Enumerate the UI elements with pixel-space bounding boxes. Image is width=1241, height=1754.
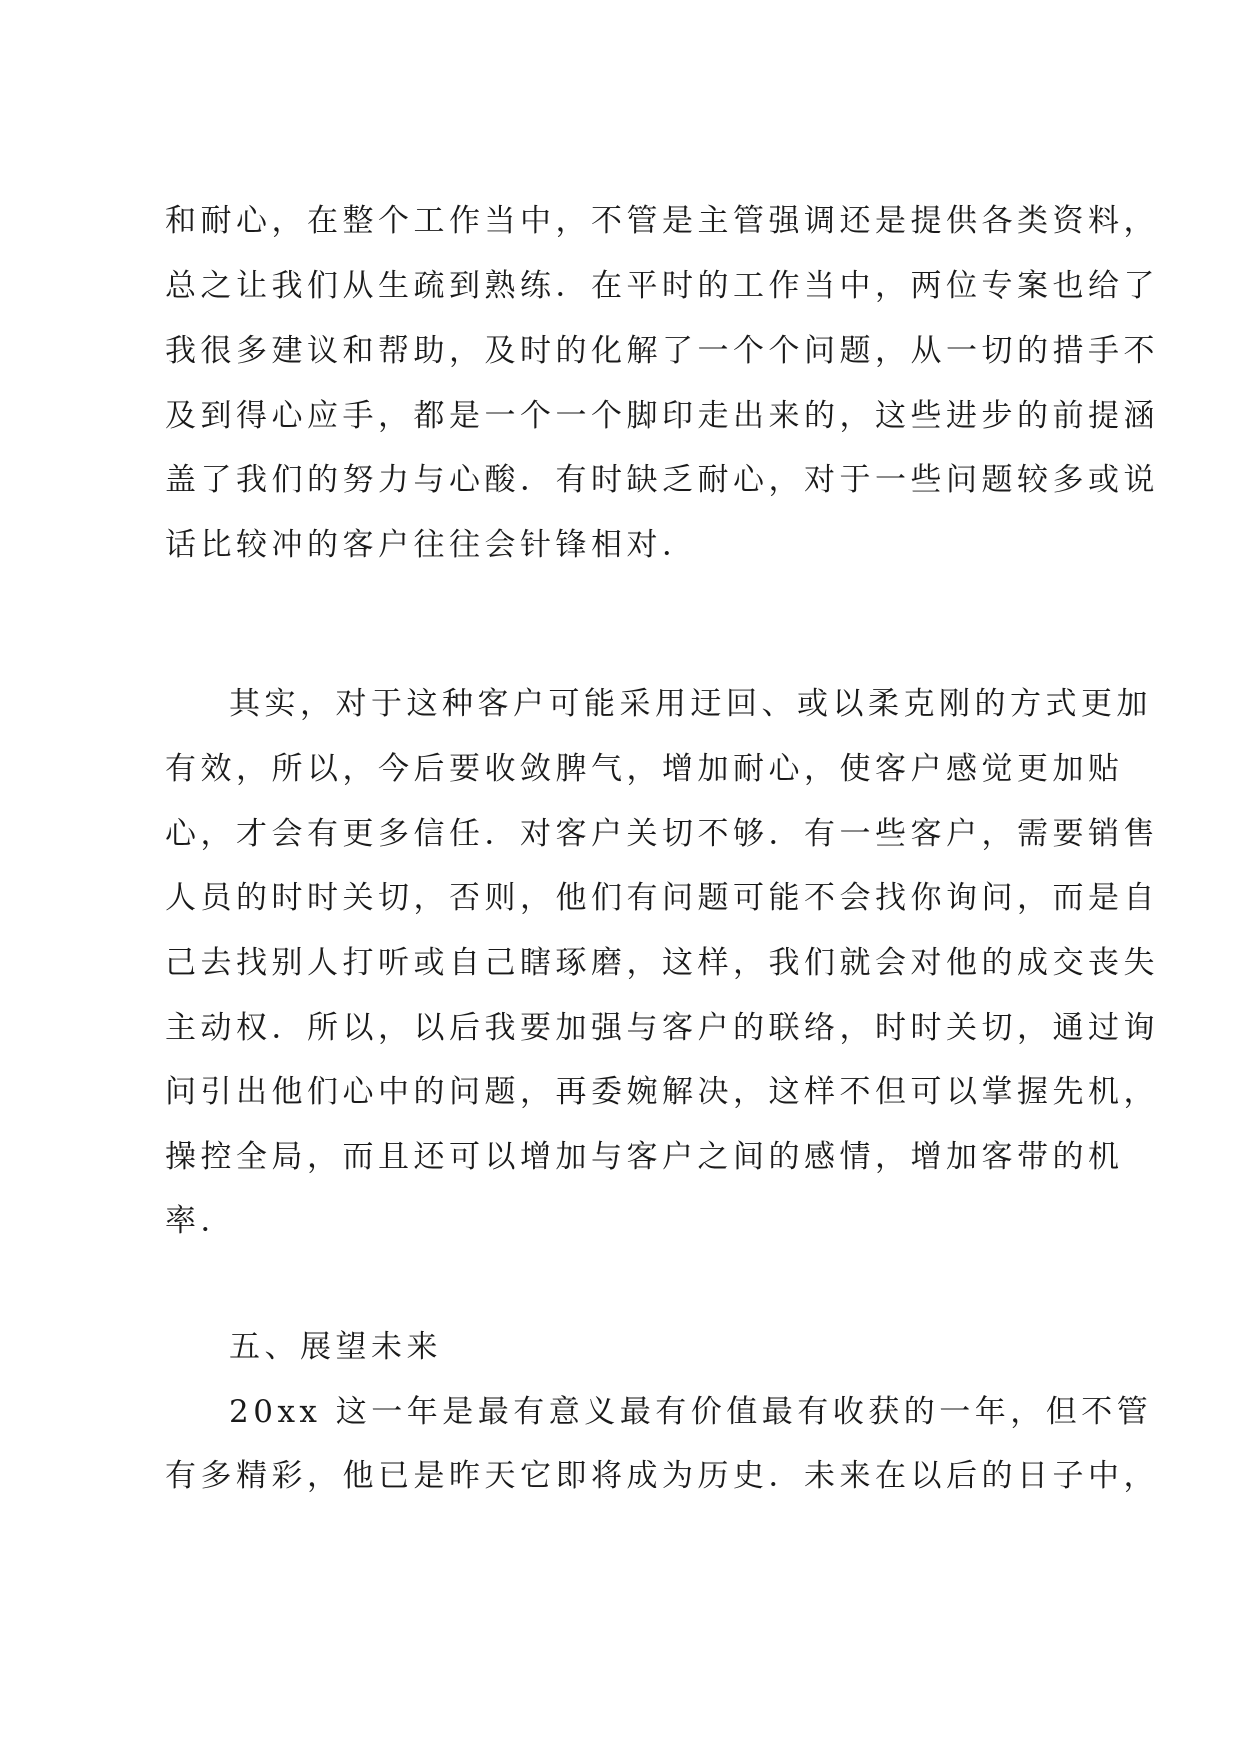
paragraph-line: 有效，所以，今后要收敛脾气，增加耐心，使客户感觉更加贴 (165, 751, 1124, 787)
paragraph-line: 和耐心，在整个工作当中，不管是主管强调还是提供各类资料， (165, 203, 1159, 239)
paragraph-line: 心，才会有更多信任．对客户关切不够．有一些客户，需要销售 (165, 816, 1159, 852)
paragraph-line: 操控全局，而且还可以增加与客户之间的感情，增加客带的机 (165, 1139, 1124, 1175)
paragraph-line: 主动权．所以，以后我要加强与客户的联络，时时关切，通过询 (165, 1010, 1159, 1046)
paragraph-line: 及到得心应手，都是一个一个脚印走出来的，这些进步的前提涵 (165, 398, 1159, 434)
paragraph-line: 话比较冲的客户往往会针锋相对． (165, 527, 698, 563)
paragraph-line: 己去找别人打听或自己瞎琢磨，这样，我们就会对他的成交丧失 (165, 945, 1159, 981)
section-heading: 五、展望未来 (229, 1329, 442, 1365)
paragraph-line: 有多精彩，他已是昨天它即将成为历史．未来在以后的日子中， (165, 1458, 1159, 1494)
paragraph-line: 人员的时时关切，否则，他们有问题可能不会找你询问，而是自 (165, 880, 1159, 916)
paragraph-line: 20xx 这一年是最有意义最有价值最有收获的一年，但不管 (229, 1394, 1153, 1430)
paragraph-line: 问引出他们心中的问题，再委婉解决，这样不但可以掌握先机， (165, 1074, 1159, 1110)
paragraph-line: 我很多建议和帮助，及时的化解了一个个问题，从一切的措手不 (165, 333, 1159, 369)
paragraph-line: 盖了我们的努力与心酸．有时缺乏耐心，对于一些问题较多或说 (165, 462, 1159, 498)
paragraph-line: 总之让我们从生疏到熟练．在平时的工作当中，两位专案也给了 (165, 268, 1159, 304)
paragraph-line: 其实，对于这种客户可能采用迂回、或以柔克刚的方式更加 (229, 686, 1152, 722)
paragraph-line: 率． (165, 1203, 236, 1239)
